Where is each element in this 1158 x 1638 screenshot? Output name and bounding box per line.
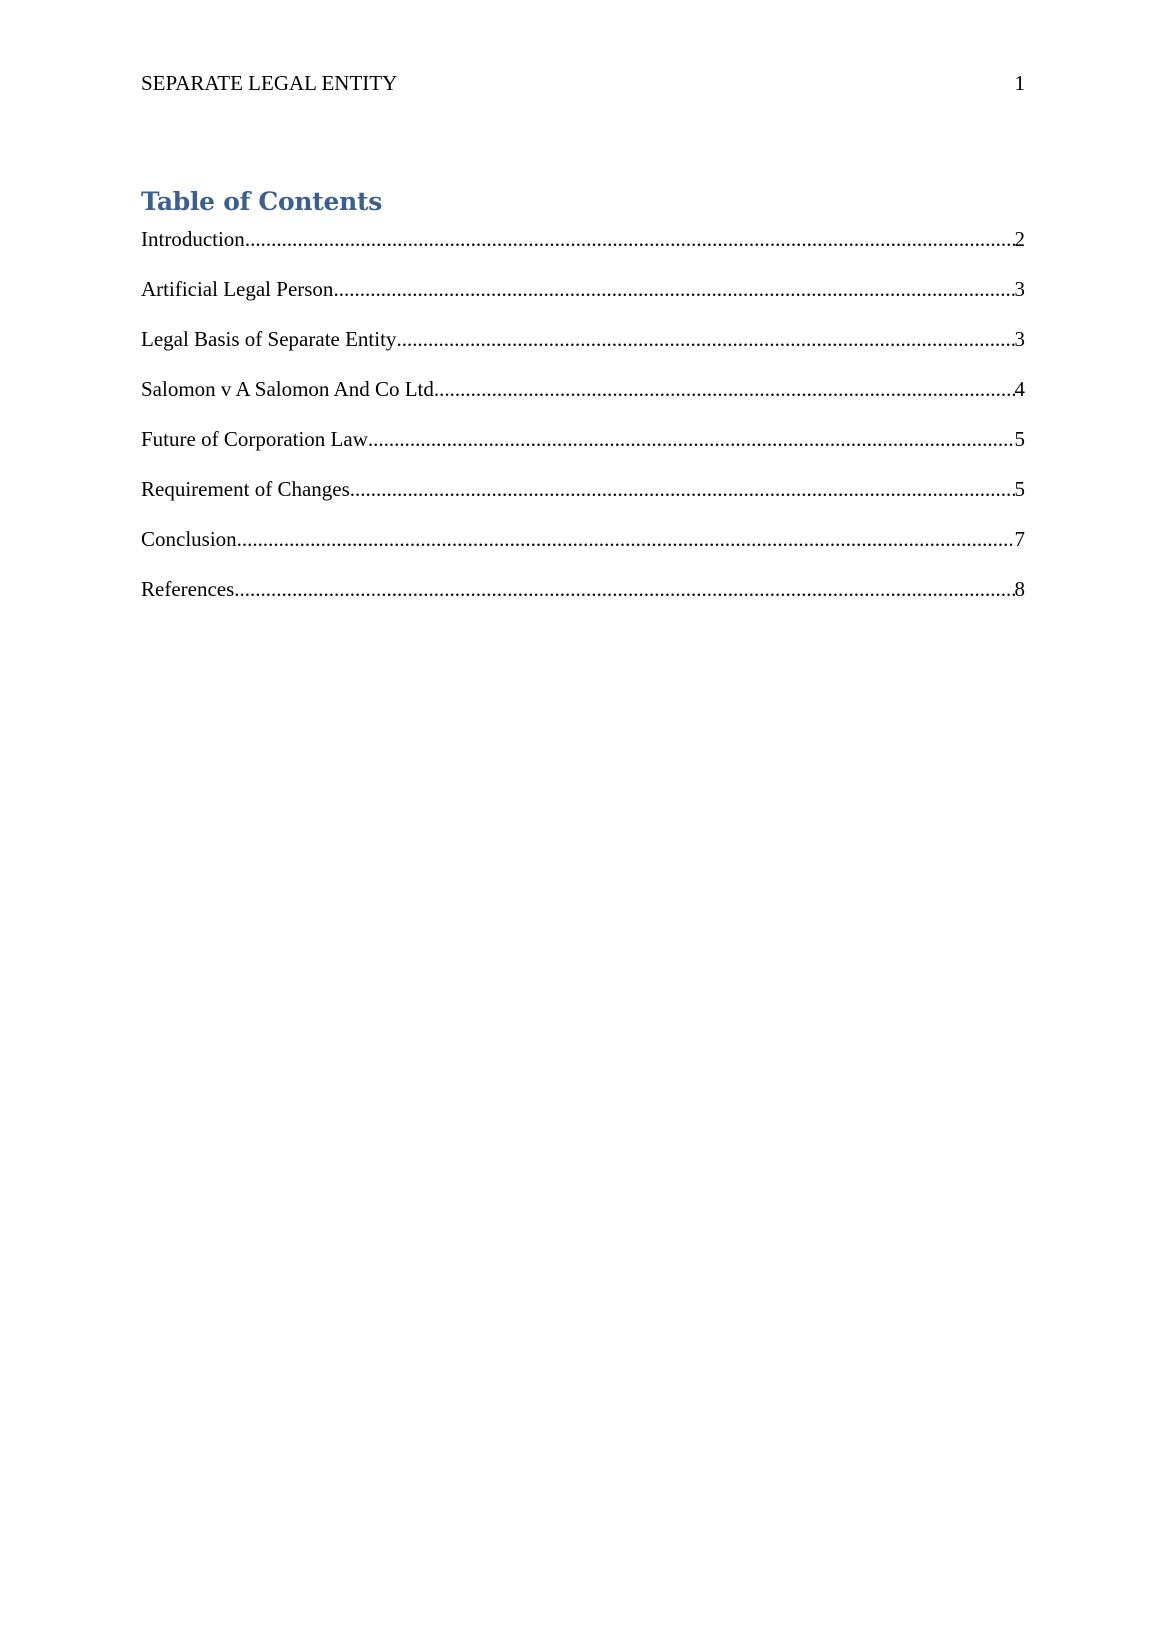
- toc-entry-title: Requirement of Changes: [141, 477, 350, 501]
- toc-entry-page: 2: [1014, 227, 1025, 251]
- toc-entry-title: Introduction: [141, 227, 245, 251]
- toc-entry-salomon[interactable]: [141, 374, 1025, 424]
- toc-entry-requirement-of-changes[interactable]: [141, 474, 1025, 524]
- toc-entry-title: Salomon v A Salomon And Co Ltd: [141, 377, 434, 401]
- toc-entry-page: 3: [1014, 327, 1025, 351]
- toc-entry-future-corporation-law[interactable]: [141, 424, 1025, 474]
- page-number: 1: [1014, 71, 1025, 95]
- toc-dot-leader: [434, 374, 1015, 404]
- page-header: [141, 68, 1025, 98]
- toc-entry-title: Legal Basis of Separate Entity: [141, 327, 397, 351]
- toc-entry-introduction[interactable]: [141, 224, 1025, 274]
- toc-entry-page: 5: [1014, 477, 1025, 501]
- toc-entry-title: Artificial Legal Person: [141, 277, 334, 301]
- toc-dot-leader: [396, 324, 1014, 354]
- toc-dot-leader: [245, 224, 1015, 254]
- toc-dot-leader: [368, 424, 1015, 454]
- toc-entry-page: 8: [1014, 577, 1025, 601]
- toc-entry-references[interactable]: [141, 574, 1025, 624]
- toc-entry-page: 4: [1014, 377, 1025, 401]
- toc-entry-page: 3: [1014, 277, 1025, 301]
- toc-entry-conclusion[interactable]: [141, 524, 1025, 574]
- toc-entry-title: Conclusion: [141, 527, 237, 551]
- toc-dot-leader: [234, 574, 1014, 604]
- toc-entry-title: Future of Corporation Law: [141, 427, 368, 451]
- toc-dot-leader: [350, 474, 1015, 504]
- toc-dot-leader: [333, 274, 1014, 304]
- toc-entry-page: 5: [1014, 427, 1025, 451]
- toc-entry-page: 7: [1014, 527, 1025, 551]
- table-of-contents: [141, 224, 1025, 624]
- toc-heading: Table of Contents: [141, 187, 383, 216]
- toc-entry-title: References: [141, 577, 235, 601]
- running-title: SEPARATE LEGAL ENTITY: [141, 71, 398, 95]
- toc-entry-legal-basis[interactable]: [141, 324, 1025, 374]
- toc-entry-artificial-legal-person[interactable]: [141, 274, 1025, 324]
- toc-dot-leader: [237, 524, 1015, 554]
